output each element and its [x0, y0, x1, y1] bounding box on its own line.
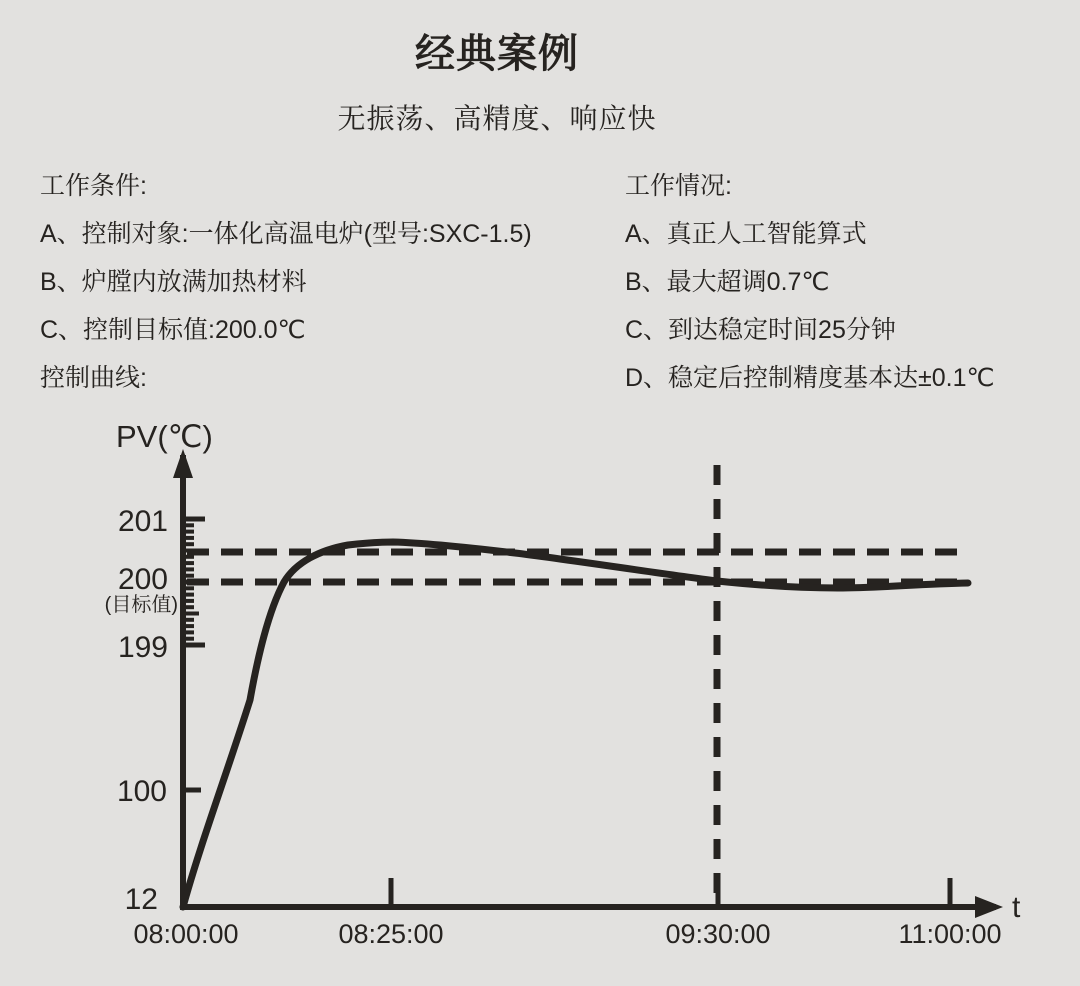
x-axis-title: t: [1012, 891, 1021, 924]
working-conditions-section: [40, 162, 532, 402]
pv-control-curve-chart: [0, 415, 1080, 986]
conditions-heading: 工作条件:: [40, 172, 147, 200]
page-header: [0, 0, 994, 137]
y-tick-label: 200: [117, 563, 168, 596]
results-heading: 工作情况:: [625, 172, 732, 200]
pv-curve: [183, 542, 968, 907]
result-item-d: D、稳定后控制精度基本达±0.1℃: [625, 364, 995, 392]
condition-item-b: B、炉膛内放满加热材料: [40, 268, 307, 296]
x-axis-arrow-icon: [975, 896, 1003, 918]
page-subtitle: 无振荡、高精度、响应快: [337, 103, 657, 134]
chart-canvas: [0, 415, 1080, 986]
x-tick-label: 11:00:00: [898, 919, 1002, 949]
y-axis-title: PV(℃): [116, 419, 213, 454]
y-tick-label: 100: [116, 775, 167, 808]
result-item-c: C、到达稳定时间25分钟: [625, 316, 896, 344]
y-tick-label: 199: [117, 631, 168, 664]
result-item-b: B、最大超调0.7℃: [625, 268, 830, 296]
x-tick-label: 08:25:00: [338, 919, 444, 949]
x-tick-label: 09:30:00: [665, 919, 771, 949]
condition-item-c: C、控制目标值:200.0℃: [40, 316, 306, 344]
x-tick-label: 08:00:00: [133, 919, 239, 949]
target-value-sublabel: (目标值): [104, 594, 178, 616]
result-item-a: A、真正人工智能算式: [625, 220, 867, 248]
curve-caption: 控制曲线:: [40, 364, 147, 392]
condition-item-a: A、控制对象:一体化高温电炉(型号:SXC-1.5): [40, 220, 532, 248]
y-tick-label: 201: [117, 505, 168, 538]
y-tick-label: 12: [124, 883, 158, 916]
working-results-section: [625, 162, 995, 402]
page-title: 经典案例: [415, 32, 579, 76]
